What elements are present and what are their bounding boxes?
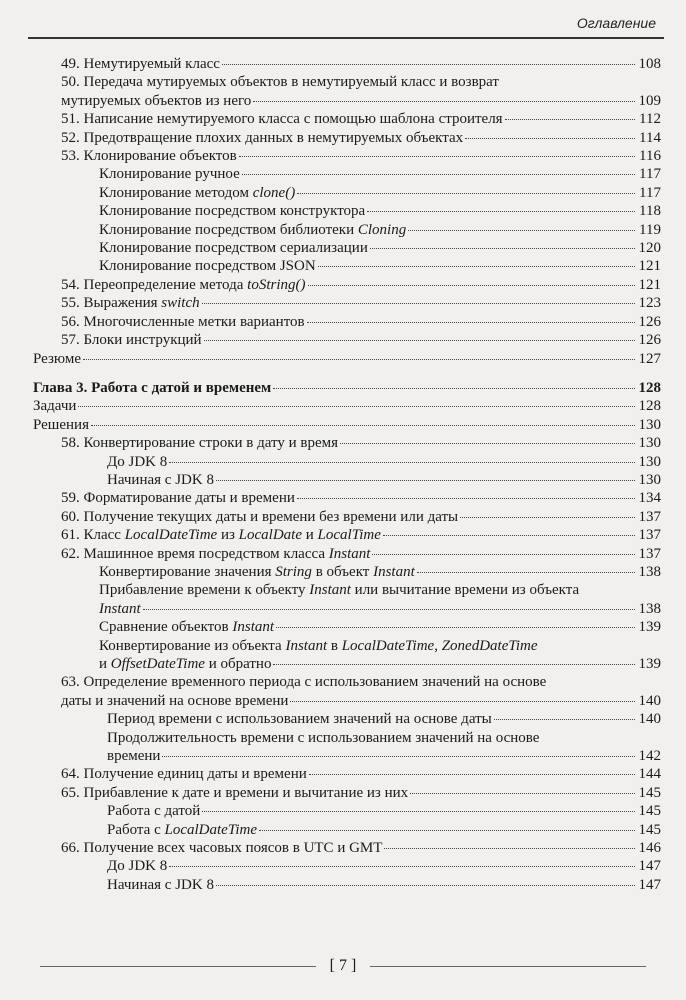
toc-subentry[interactable]: Клонирование посредством конструктора 118 bbox=[99, 203, 661, 220]
toc-entry[interactable]: 62. Машинное время посредством класса Instant 137 bbox=[61, 545, 661, 562]
toc-entry[interactable]: 59. Форматирование даты и времени 134 bbox=[61, 490, 661, 507]
toc-entry[interactable]: 51. Написание немутируемого класса с помощью шаблона строителя 112 bbox=[61, 111, 661, 128]
table-of-contents bbox=[33, 55, 661, 894]
toc-subentry[interactable]: Работа с LocalDateTime 145 bbox=[107, 821, 661, 838]
toc-subentry[interactable]: Конвертирование значения String в объект Instant 138 bbox=[99, 563, 661, 580]
footer-rule-right bbox=[370, 966, 646, 967]
toc-entry[interactable]: 65. Прибавление к дате и времени и вычитание из них 145 bbox=[61, 784, 661, 801]
toc-entry[interactable]: 53. Клонирование объектов 116 bbox=[61, 148, 661, 165]
toc-entry-summary[interactable]: Резюме 127 bbox=[33, 350, 661, 367]
footer-rule-left bbox=[40, 966, 316, 967]
toc-subentry-line[interactable]: Конвертирование из объекта Instant в LocalDateTime, ZonedDateTime bbox=[99, 637, 538, 654]
toc-subentry-line[interactable]: Прибавление времени к объекту Instant или вычитание времени из объекта bbox=[99, 582, 580, 599]
toc-entry[interactable]: 57. Блоки инструкций 126 bbox=[61, 332, 661, 349]
page-footer bbox=[40, 957, 646, 975]
toc-entry[interactable]: мутируемых объектов из него 109 bbox=[61, 92, 661, 109]
toc-subentry[interactable]: и OffsetDateTime и обратно 139 bbox=[99, 656, 661, 672]
toc-entry[interactable]: Задачи 128 bbox=[33, 398, 661, 415]
toc-entry[interactable]: 66. Получение всех часовых поясов в UTC и GMT 146 bbox=[61, 840, 661, 857]
header-rule bbox=[28, 37, 664, 39]
toc-entry[interactable]: 55. Выражения switch 123 bbox=[61, 295, 661, 312]
toc-entry[interactable]: 64. Получение единиц даты и времени 144 bbox=[61, 766, 661, 783]
toc-chapter-heading[interactable]: Глава 3. Работа с датой и временем 128 bbox=[33, 379, 661, 396]
toc-subentry[interactable]: Клонирование посредством библиотеки Cloning 119 bbox=[99, 221, 661, 238]
toc-subentry[interactable]: Клонирование методом clone() 117 bbox=[99, 184, 661, 201]
toc-subentry[interactable]: Клонирование посредством сериализации 120 bbox=[99, 240, 661, 257]
toc-subentry[interactable]: Сравнение объектов Instant 139 bbox=[99, 619, 661, 636]
toc-entry-line[interactable]: 63. Определение временного периода с использованием значений на основе bbox=[61, 674, 547, 691]
toc-entry[interactable]: 61. Класс LocalDateTime из LocalDate и LocalTime 137 bbox=[61, 527, 661, 544]
toc-subentry-line[interactable]: Продолжительность времени с использованием значений на основе bbox=[107, 729, 540, 746]
toc-subentry[interactable]: времени 142 bbox=[107, 748, 661, 765]
toc-subentry[interactable]: Работа с датой 145 bbox=[107, 803, 661, 820]
toc-entry[interactable]: 49. Немутируемый класс 108 bbox=[61, 56, 661, 72]
toc-entry[interactable]: 54. Переопределение метода toString() 121 bbox=[61, 276, 661, 293]
toc-entry[interactable]: Решения 130 bbox=[33, 416, 661, 433]
page-number: [ 7 ] bbox=[329, 957, 357, 974]
toc-subentry[interactable]: Начиная с JDK 8 130 bbox=[107, 471, 661, 488]
toc-entry-line[interactable]: 50. Передача мутируемых объектов в немутируемый класс и возврат bbox=[61, 74, 499, 91]
toc-entry[interactable]: 58. Конвертирование строки в дату и время 130 bbox=[61, 435, 661, 452]
toc-subentry[interactable]: Начиная с JDK 8 147 bbox=[107, 876, 661, 893]
toc-entry[interactable]: 52. Предотвращение плохих данных в немутируемых объектах 114 bbox=[61, 129, 661, 146]
toc-subentry[interactable]: Instant 138 bbox=[99, 600, 661, 617]
running-header-title: Оглавление bbox=[576, 15, 656, 31]
toc-subentry[interactable]: Клонирование посредством JSON 121 bbox=[99, 258, 661, 275]
toc-entry[interactable]: 60. Получение текущих даты и времени без времени или даты 137 bbox=[61, 508, 661, 525]
toc-entry[interactable]: 56. Многочисленные метки вариантов 126 bbox=[61, 313, 661, 330]
toc-subentry[interactable]: До JDK 8 130 bbox=[107, 453, 661, 470]
toc-subentry[interactable]: Клонирование ручное 117 bbox=[99, 166, 661, 183]
toc-entry[interactable]: даты и значений на основе времени 140 bbox=[61, 692, 661, 709]
toc-subentry[interactable]: Период времени с использованием значений на основе даты 140 bbox=[107, 711, 661, 728]
toc-subentry[interactable]: До JDK 8 147 bbox=[107, 858, 661, 875]
